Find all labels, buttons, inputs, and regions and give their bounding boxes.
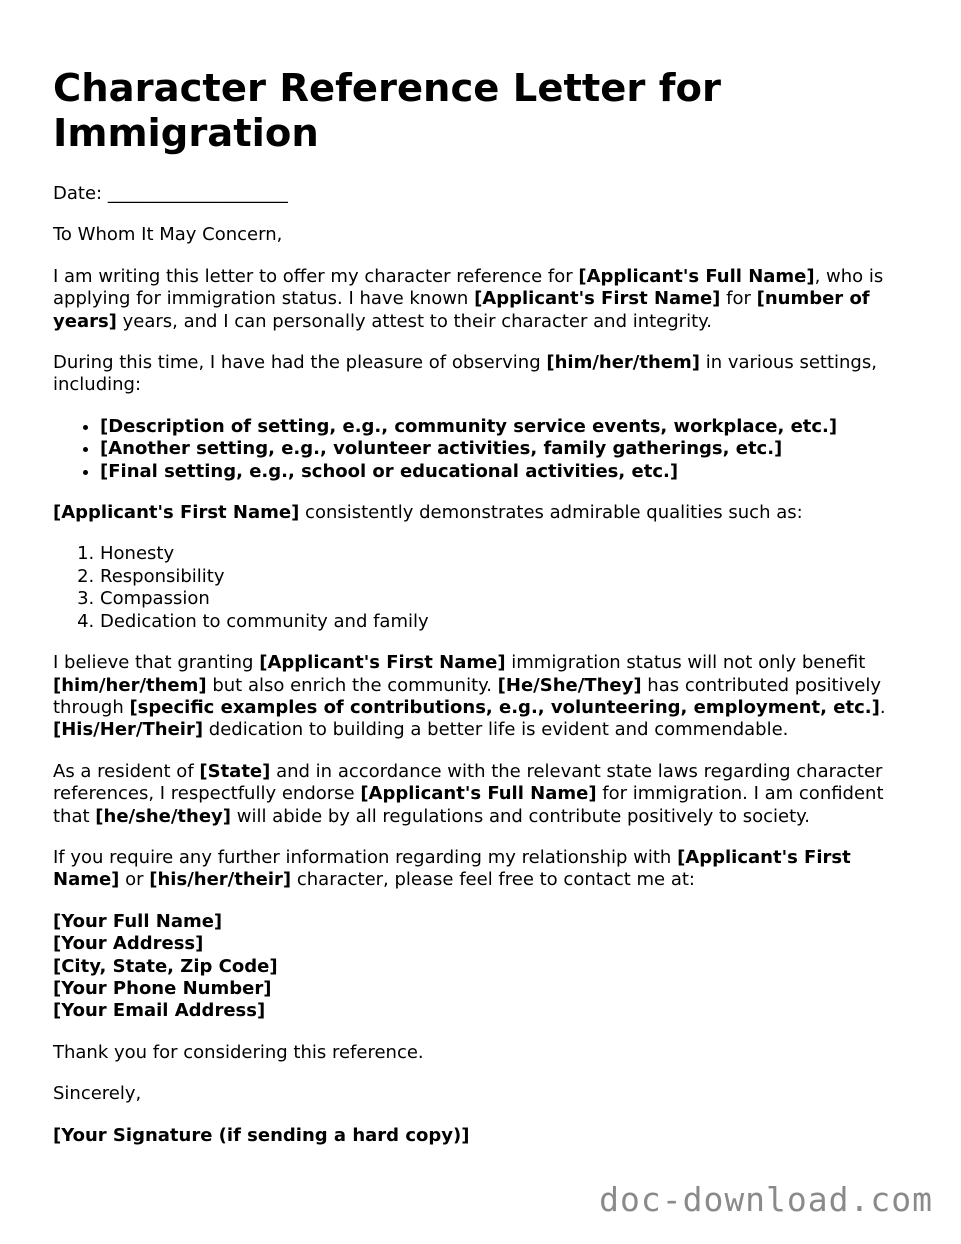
list-item: 3. Compassion	[100, 588, 923, 610]
text: will abide by all regulations and contribute positively to society.	[231, 805, 810, 827]
placeholder: [Applicant's First Name]	[259, 652, 506, 674]
settings-list	[53, 416, 923, 483]
text: character, please feel free to contact me at:	[291, 869, 695, 891]
placeholder: [him/her/them]	[53, 674, 207, 696]
text: dedication to building a better life is evident and commendable.	[203, 719, 789, 741]
placeholder: [Applicant's Full Name]	[578, 265, 815, 287]
contact-address: [Your Address]	[53, 933, 204, 955]
text: but also enrich the community.	[206, 674, 498, 696]
watermark: doc-download.com	[599, 1180, 933, 1219]
text: and in accordance with the relevant state laws regarding character references, I respectfully endorse	[53, 760, 883, 805]
text: immigration status will not only benefit	[505, 652, 866, 674]
placeholder: [he/she/they]	[95, 805, 232, 827]
page-title: Character Reference Letter for Immigration	[53, 66, 721, 156]
contact-name: [Your Full Name]	[53, 910, 223, 932]
signature-placeholder: [Your Signature (if sending a hard copy)]	[53, 1124, 470, 1146]
contact-block	[53, 911, 923, 1023]
text: , who is applying for immigration status. I have known	[53, 265, 884, 310]
contact-email: [Your Email Address]	[53, 1000, 266, 1022]
text: for	[720, 288, 757, 310]
contact-phone: [Your Phone Number]	[53, 977, 272, 999]
placeholder: [number of years]	[53, 288, 870, 332]
contact-city: [City, State, Zip Code]	[53, 955, 278, 977]
list-item: • [Final setting, e.g., school or educational activities, etc.]	[100, 461, 923, 483]
placeholder: [Applicant's Full Name]	[360, 783, 597, 805]
placeholder: [He/She/They]	[497, 674, 642, 696]
text: for immigration. I am confident that	[53, 783, 884, 827]
text: has contributed positively through	[53, 674, 881, 718]
salutation: To Whom It May Concern,	[53, 224, 283, 246]
text: or	[119, 869, 150, 891]
date-blank: ____________________	[107, 183, 288, 204]
text: I am writing this letter to offer my character reference for	[53, 265, 579, 287]
placeholder: [his/her/their]	[149, 869, 292, 891]
date-label: Date:	[53, 183, 103, 204]
text: years, and I can personally attest to their character and integrity.	[116, 310, 712, 332]
paragraph-contact	[53, 847, 923, 892]
placeholder: [State]	[199, 760, 271, 782]
placeholder: [Applicant's First Name]	[53, 502, 300, 524]
list-item: • [Another setting, e.g., volunteer activities, family gatherings, etc.]	[100, 438, 923, 460]
text: If you require any further information regarding my relationship with	[53, 846, 678, 868]
list-item: • [Description of setting, e.g., community service events, workplace, etc.]	[100, 416, 923, 438]
placeholder: [him/her/them]	[546, 352, 700, 374]
paragraph-intro	[53, 266, 923, 333]
placeholder: [His/Her/Their]	[53, 719, 204, 741]
paragraph-endorse	[53, 761, 923, 828]
placeholder: [Applicant's First Name]	[53, 846, 851, 891]
paragraph-observing	[53, 352, 923, 397]
paragraph-qualities	[53, 502, 923, 524]
text: consistently demonstrates admirable qualities such as:	[299, 502, 803, 524]
letter-document	[53, 66, 923, 1166]
text: I believe that granting	[53, 652, 260, 674]
list-item: 2. Responsibility	[100, 566, 923, 588]
placeholder: [Applicant's First Name]	[474, 288, 721, 310]
paragraph-benefit	[53, 652, 923, 742]
list-item: 1. Honesty	[100, 543, 923, 565]
qualities-list	[53, 543, 923, 633]
signature-line	[53, 1125, 923, 1147]
text: .	[879, 696, 886, 718]
closing-line: Sincerely,	[53, 1083, 142, 1105]
date-line	[53, 183, 923, 205]
thanks-line: Thank you for considering this reference.	[53, 1041, 424, 1063]
text: During this time, I have had the pleasure of observing	[53, 352, 547, 374]
list-item: 4. Dedication to community and family	[100, 611, 923, 633]
text: As a resident of	[53, 760, 200, 782]
placeholder: [specific examples of contributions, e.g., volunteering, employment, etc.]	[129, 696, 880, 718]
text: in various settings, including:	[53, 352, 877, 396]
